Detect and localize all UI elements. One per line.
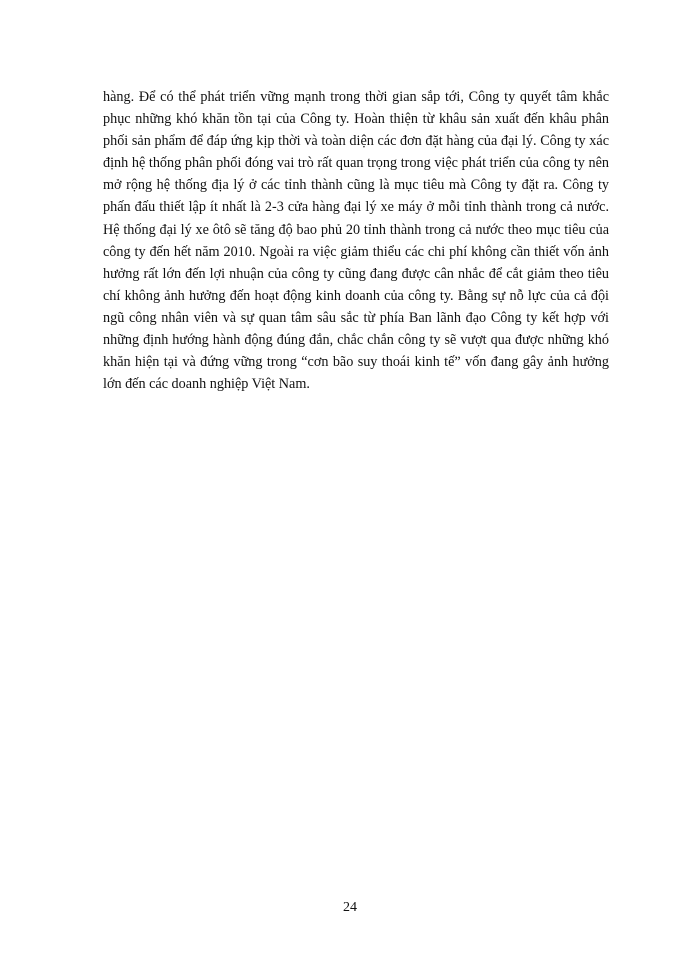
paragraph-line: ngũ công nhân viên và sự quan tâm sâu sắc từ phía Ban lãnh đạo Công ty kết hợp với	[103, 309, 609, 326]
paragraph-line: hàng. Để có thể phát triển vững mạnh trong thời gian sắp tới, Công ty quyết tâm khắc	[103, 89, 609, 105]
paragraph-line: hưởng rất lớn đến lợi nhuận của công ty cũng đang được cân nhắc để cắt giảm theo tiêu	[103, 265, 609, 282]
paragraph-line: những định hướng hành động đúng đắn, chắc chắn công ty sẽ vượt qua được những khó	[103, 332, 609, 349]
paragraph-line: công ty đến hết năm 2010. Ngoài ra việc giảm thiểu các chi phí không cần thiết vốn ảnh	[103, 243, 609, 260]
paragraph-line: phối sản phẩm để đáp ứng kịp thời và toàn diện các đơn đặt hàng của đại lý. Công ty xác	[103, 133, 609, 150]
paragraph-line: khăn hiện tại và đứng vững trong “cơn bão suy thoái kinh tế” vốn đang gây ảnh hưởng	[103, 354, 609, 371]
paragraph-line: định hệ thống phân phối đóng vai trò rất quan trọng trong việc phát triển của công ty nên	[103, 155, 609, 172]
paragraph-line: phấn đấu thiết lập ít nhất là 2-3 cửa hàng đại lý xe máy ở mỗi tỉnh thành trong cả nước.	[103, 199, 609, 216]
paragraph-line: phục những khó khăn tồn tại của Công ty. Hoàn thiện từ khâu sản xuất đến khâu phân	[103, 111, 609, 128]
paragraph-line: mở rộng hệ thống địa lý ở các tỉnh thành cũng là mục tiêu mà Công ty đặt ra. Công ty	[103, 177, 609, 194]
paragraph-line: Hệ thống đại lý xe ôtô sẽ tăng độ bao phủ 20 tỉnh thành trong cả nước theo mục tiêu của	[103, 221, 609, 238]
page-number: 24	[343, 900, 357, 915]
body-paragraph	[103, 86, 609, 395]
paragraph-line: chí không ảnh hưởng đến hoạt động kinh doanh của công ty. Bằng sự nỗ lực của cả đội	[103, 287, 609, 304]
paragraph-line: lớn đến các doanh nghiệp Việt Nam.	[103, 376, 310, 393]
